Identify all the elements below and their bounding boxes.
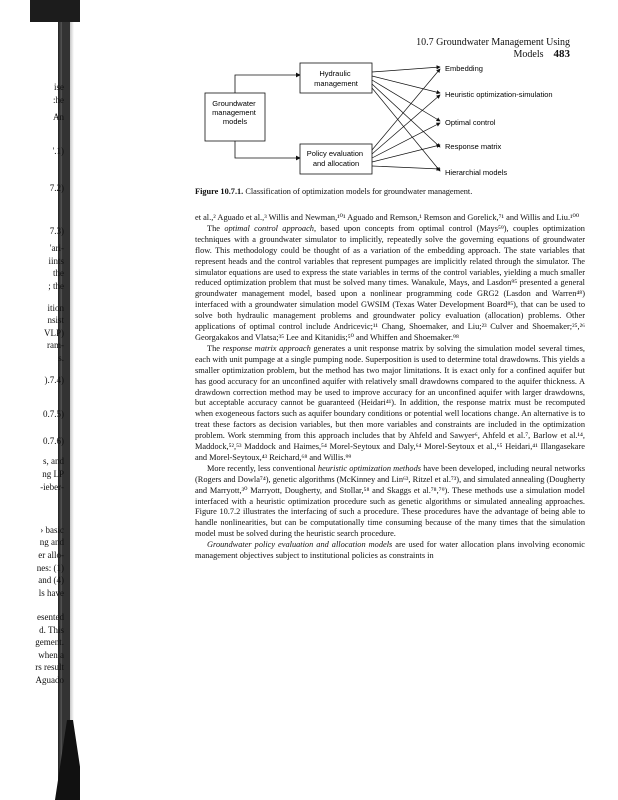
gutter-fragment: 7.2) <box>49 183 64 193</box>
paragraph-response-matrix: The response matrix approach generates a unit response matrix by solving the simulation model several times, each with unit pumpage at a single pumping node. Superposition is used to determine total drawdowns. This yields a smaller optimization problem, but the method has two major limitations. It is exact only for a confined aquifer but has good accuracy for an unconfined aquifer with relatively small drawdowns compared to the aquifer thickness. A drawdown correction method may be used to improve accuracy for an unconfined aquifer with larger drawdowns, but acceptable accuracy cannot be guaranteed (Heidari⁴¹). In addition, the response matrix must be recomputed when exogeneous factors such as aquifer boundary conditions or potential well locations change. An alternative is to treat these factors as decision variables, but then more variables and constraints are included in the optimization problem. Work stemming from this approach includes that by Ahfeld and Sawyer⁶, Ahfeld et al.⁷, Barlow et al.¹⁴, Maddock,⁵²,⁵³ Maddock and Haimes,⁵⁴ Morel-Seytoux and Daly,⁶⁴ Morel-Seytoux et al.,⁶⁵ Heidari,⁴¹ Illangasekare and Morel-Seytoux,⁴³ Reichard,⁶⁸ and Willis.⁹⁹ <box>195 343 586 462</box>
gutter-fragment: ).7.4) <box>44 375 64 385</box>
gutter-fragment: ram- <box>47 340 64 350</box>
gutter-fragment: ls have <box>38 588 64 598</box>
gutter-fragment: s. <box>58 353 64 363</box>
gutter-fragment: d. This <box>39 625 64 635</box>
term-policy-models: Groundwater policy evaluation and allocation models <box>207 540 393 550</box>
gutter-fragment: when a <box>38 650 64 660</box>
output-heuristic: Heuristic optimization-simulation <box>445 90 553 99</box>
gutter-fragment: nsist <box>47 315 64 325</box>
facing-page-gutter <box>0 0 80 800</box>
gutter-fragment: ition <box>47 303 64 313</box>
gutter-fragment: An <box>53 112 64 122</box>
section-header: 10.7 Groundwater Management Using Models <box>416 37 570 60</box>
paragraph-1: et al.,² Aguado et al.,³ Willis and Newman,¹⁰¹ Aguado and Remson,¹ Remson and Gorelick,⁷¹ and Willis and Liu.¹⁰⁰ <box>195 213 580 222</box>
gutter-fragment: › basic <box>40 525 64 535</box>
gutter-fragment: Aguado <box>35 675 64 685</box>
gutter-fragment: ng LP <box>42 469 64 479</box>
caption-label: Figure 10.7.1. <box>195 187 244 196</box>
paragraph-policy: Groundwater policy evaluation and allocation models are used for water allocation plans involving economic management objectives subject to institutional policies as constraints in <box>195 540 585 561</box>
gutter-fragment: :he <box>53 95 64 105</box>
running-header <box>360 37 570 60</box>
gutter-fragment: '.1) <box>52 146 64 156</box>
paragraph-optimal-control: The optimal control approach, based upon concepts from optimal control (Mays⁵⁹), couples optimization techniques with a groundwater simulator to implicitly, repeatedly solve the governing equations of groundwater flow. This methodology could be thought of as a variation of the embedding approach. The state variables that represent heads and the control variables that represent pumpages are implicitly related through the simulator. The simulator equations are used to express the state variables in terms of the control variables, yielding a much smaller reduced optimization problem that must be solved many times. Wanakule, Mays, and Lasdon⁹⁵ presented a general groundwater management model, based upon a nonlinear programming code GRG2 (Lasdon and Warren⁴⁸) interfaced with a groundwater simulation model GWSIM (Texas Water Development Board⁸⁵), that can be used to solve both hydraulic management problems and groundwater policy evaluation (allocation) problems. Other applications of optimal control include Andricevic;¹¹ Chang, Shoemaker, and Liu;²³ Culver and Shoemaker;²⁵,²⁶ Georgakakos and Vlatsa;³⁵ Lee and Kitanidis;⁵⁰ and Whiffen and Shoemaker.⁹⁸ <box>195 223 585 342</box>
hydraulic-management-box <box>300 63 372 93</box>
gutter-fragment: s, and <box>43 456 64 466</box>
output-response-matrix: Response matrix <box>445 142 502 151</box>
binding-top <box>30 0 80 22</box>
gutter-fragment: 'ari- <box>49 243 64 253</box>
term-heuristic: heuristic optimization methods <box>317 463 421 473</box>
gutter-fragment: the <box>53 268 64 278</box>
gutter-fragment: esented <box>37 612 64 622</box>
figure-caption <box>195 187 585 196</box>
body-text <box>195 213 585 562</box>
gutter-fragment: ise <box>54 82 64 92</box>
gutter-fragment: nes: (1) <box>36 563 64 573</box>
output-embedding: Embedding <box>445 64 483 73</box>
policy-text: Policy evaluation and allocation <box>306 149 364 168</box>
output-hierarchial: Hierarchial models <box>445 168 508 177</box>
gutter-fragment: er allo- <box>38 550 64 560</box>
gutter-fragment: ng and <box>39 537 64 547</box>
classification-diagram <box>195 58 585 183</box>
paragraph-heuristic: More recently, less conventional heuristic optimization methods have been developed, including neural networks (Rogers and Dowla⁷⁴), genetic algorithms (McKinney and Lin⁶³, Ritzel et al.⁷³), and simulated annealing (Dougherty and Marryott,³⁰ Marryott, Dougherty, and Stollar,⁵⁸ and Skaggs et al.⁷⁸,⁷⁹). These methods use a simulation model interfaced with a heuristic optimization procedure such as genetic algorithms or simulated annealing approaches. Figure 10.7.2 illustrates the interfacing of such a procedure. These procedures have the advantage of being able to handle nonlinearities, but can be computationally time consuming because of the many times that the simulation model must be solved during the heuristic search procedure. <box>195 463 585 539</box>
gutter-fragment: rs result <box>35 662 64 672</box>
gutter-fragment: iints <box>48 256 64 266</box>
gutter-fragment: gement. <box>35 637 64 647</box>
page-number: 483 <box>553 48 570 60</box>
gutter-fragment: -ieber- <box>40 482 64 492</box>
gutter-fragment: 0.7.6) <box>43 436 64 446</box>
left-box-text: Groundwater management models <box>212 99 256 126</box>
output-optimal-control: Optimal control <box>445 118 496 127</box>
caption-text: Classification of optimization models for groundwater management. <box>245 187 473 196</box>
gutter-fragment: VLP) <box>44 328 64 338</box>
gutter-fragment: 7.3) <box>49 226 64 236</box>
term-optimal-control: optimal control approach <box>224 223 314 233</box>
gutter-fragment: and (4) <box>38 575 64 585</box>
hydraulic-text: Hydraulic management <box>314 69 358 88</box>
gutter-fragment: 0.7.5) <box>43 409 64 419</box>
gutter-fragment: ; the <box>48 281 64 291</box>
term-response-matrix: response matrix approach <box>222 343 311 353</box>
